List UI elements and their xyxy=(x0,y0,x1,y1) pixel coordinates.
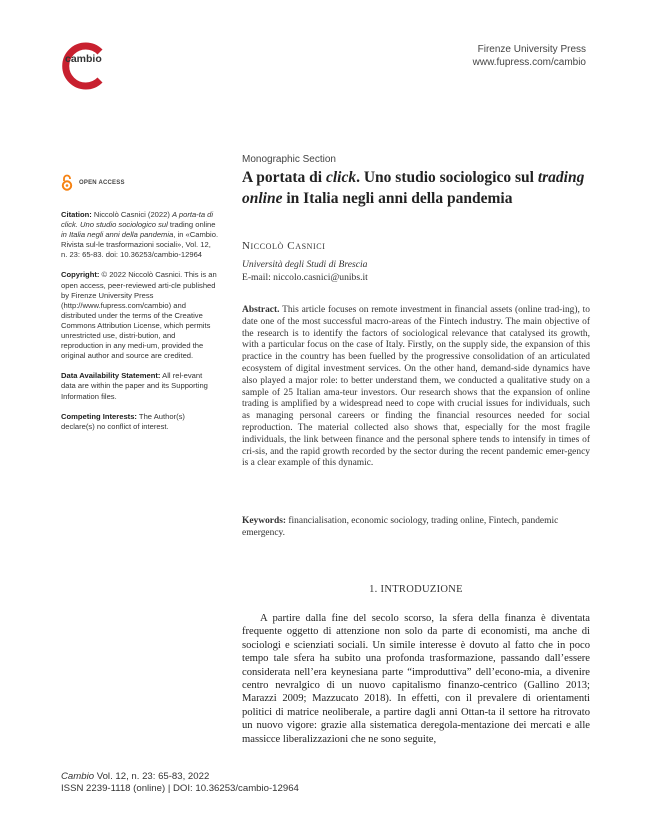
keywords xyxy=(242,516,590,540)
affiliation: Università degli Studi di Brescia xyxy=(242,259,368,270)
copyright-text: © 2022 Niccolò Casnici. This is an open access, peer-reviewed arti-cle published by Firenze University Press (http://www.fupress.com/cambio) and distributed under the terms of the Creative Commons Attribution License, which permits unrestricted use, distri-bution, and reproduction in any medi-um, provided the original author and source are credited. xyxy=(61,270,217,361)
title-italic: trading online xyxy=(242,169,585,207)
data-availability-block xyxy=(61,371,219,401)
article-title xyxy=(242,168,592,209)
publisher-name: Firenze University Press xyxy=(477,44,586,55)
publisher-info xyxy=(473,43,586,69)
publisher-url[interactable]: www.fupress.com/cambio xyxy=(472,57,586,68)
cambio-logo-text: cambio xyxy=(65,53,102,65)
copyright-label: Copyright: xyxy=(61,270,100,280)
competing-interests-label: Competing Interests: xyxy=(61,411,137,421)
open-access-label: OPEN ACCESS xyxy=(79,179,125,186)
copyright-block xyxy=(61,270,219,361)
title-part: A portata di xyxy=(242,169,326,186)
author-email[interactable]: E-mail: niccolo.casnici@unibs.it xyxy=(242,271,368,283)
footer-volume: Vol. 12, n. 23: 65-83, 2022 xyxy=(94,771,210,782)
open-access-lock-icon xyxy=(61,174,73,191)
footer-issn-doi: ISSN 2239-1118 (online) | DOI: 10.36253/cambio-12964 xyxy=(61,783,299,794)
citation-text: Niccolò Casnici (2022) xyxy=(91,210,172,219)
citation-block xyxy=(61,210,219,260)
competing-interests-block xyxy=(61,412,219,432)
section-label: Monographic Section xyxy=(242,154,336,165)
cambio-logo-ring xyxy=(60,42,108,90)
author-affiliation-block xyxy=(242,259,368,284)
sidebar-metadata xyxy=(61,210,219,442)
data-availability-label: Data Availability Statement: xyxy=(61,371,161,381)
citation-label: Citation: xyxy=(61,210,92,219)
author-name: Niccolò Casnici xyxy=(242,240,326,252)
title-italic: click xyxy=(325,169,357,186)
competing-interests-text: The Author(s) declare(s) no conflict of interest. xyxy=(61,411,185,431)
footer xyxy=(61,771,299,795)
keywords-label: Keywords: xyxy=(242,516,287,526)
citation-title: in Italia negli anni della pandemia xyxy=(61,230,174,240)
open-access-badge xyxy=(61,174,125,191)
section-heading: 1. INTRODUZIONE xyxy=(369,584,463,595)
title-part: . Uno studio sociologico sul xyxy=(356,169,538,186)
body-paragraph: A partire dalla fine del secolo scorso, la sfera della finanza è diventata frequente oggetto di attenzione non solo da parte di economisti, ma anche di sociologi e scienziati sociali. Un simile interesse è dovuto al fatto che in poco tempo tale sfera ha subito una profonda trasformazione, passando dall’essere considerata nell’era keynesiana parte “improduttiva” dell’econo-mia, a divenire centro nevralgico di un nuovo capitalismo finanzo-centrico (Gallino 2013; Marazzi 2009; Mazzucato 2018). In effetti, con il prevalere di orientamenti politici di matrice neoliberale, a partire dagli anni Ottan-ta il settore ha ritrovato un nuovo vigore: grazie alla sistematica deregola-mentazione dei mercati e alle massicce liberalizzazioni che ne sono seguite, xyxy=(242,613,590,745)
citation-text: , in «Cambio. Rivista sul-le trasformazioni sociali», Vol. 12, n. 23: 65-83. doi: 10.36253/cambio-12964 xyxy=(61,230,219,260)
citation-title: A porta-ta di click. Uno studio sociologico sul xyxy=(61,210,214,230)
keywords-text: financialisation, economic sociology, trading online, Fintech, pandemic emergency. xyxy=(242,516,559,538)
data-availability-text: All rel-evant data are within the paper and its Supporting Information files. xyxy=(61,371,208,401)
abstract-label: Abstract. xyxy=(242,305,280,315)
title-part: in Italia negli anni della pandemia xyxy=(282,189,513,207)
abstract-text: This article focuses on remote investment in financial assets (online trad-ing), to date one of the most successful macro-areas of the Fintech industry. The main objective of the research is to identify the factors of sociological relevance that catalysed its growth, with a particular focus on the case of Italy. Firstly, on the supply side, the expansion of this practice in the country has been fuelled by the progressive consolidation of an articulated ecosystem of digital investment services. On the other hand, demand-side dynamics have also played a major role: to better understand them, we conducted a qualitative study on a sample of 25 Italian ama-teur investors. Our research shows that the expansion of online trading is amplified by a widespread need to cope with crucial issues for individuals, such as managing personal careers or finding the financial resources needed for social reproduction. The material collected also shows that, especially for the most fragile individuals, the link between finance and the personal sphere tends to intensify in times of cri-sis, and the rapid growth recorded by the sector during the recent pandemic emer-gency is a clear example of this dynamic. xyxy=(242,305,590,469)
footer-journal: Cambio xyxy=(61,771,95,782)
abstract xyxy=(242,305,590,470)
citation-text: trading online xyxy=(167,220,216,230)
